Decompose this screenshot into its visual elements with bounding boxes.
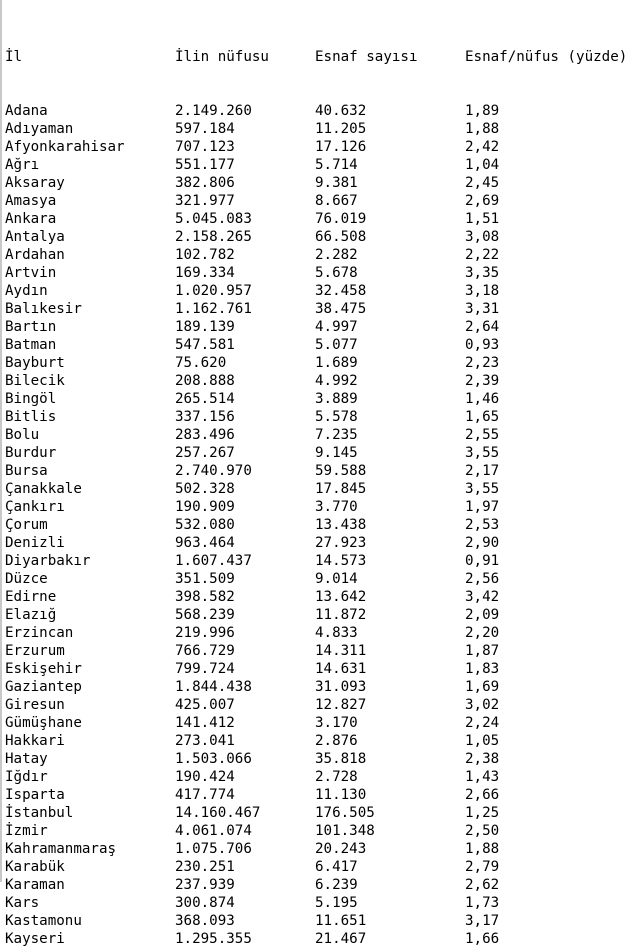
- ratio-percent: 0,93: [465, 337, 500, 353]
- population: 169.334: [175, 265, 235, 281]
- population: 4.061.074: [175, 823, 252, 839]
- table-row: [5, 138, 500, 156]
- province-name: Bayburt: [5, 355, 65, 371]
- ratio-percent: 2,56: [465, 571, 500, 587]
- province-name: Aydın: [5, 283, 48, 299]
- tradesmen-count: 27.923: [315, 535, 367, 551]
- table-row: [5, 336, 500, 354]
- tradesmen-count: 5.678: [315, 265, 358, 281]
- tradesmen-count: 6.239: [315, 877, 358, 893]
- province-name: Kahramanmaraş: [5, 841, 117, 857]
- header-row: [5, 48, 628, 66]
- table-row: [5, 750, 500, 768]
- table-row: [5, 732, 500, 750]
- tradesmen-count: 5.578: [315, 409, 358, 425]
- table-row: [5, 696, 500, 714]
- ratio-percent: 2,38: [465, 751, 500, 767]
- table-row: [5, 930, 500, 948]
- ratio-percent: 1,04: [465, 157, 500, 173]
- province-name: Erzurum: [5, 643, 65, 659]
- tradesmen-count: 4.997: [315, 319, 358, 335]
- table-row: [5, 120, 500, 138]
- ratio-percent: 1,25: [465, 805, 500, 821]
- ratio-percent: 1,87: [465, 643, 500, 659]
- province-name: İstanbul: [5, 805, 74, 821]
- table-row: [5, 894, 500, 912]
- ratio-percent: 1,83: [465, 661, 500, 677]
- province-name: Karaman: [5, 877, 65, 893]
- tradesmen-count: 38.475: [315, 301, 367, 317]
- province-name: Eskişehir: [5, 661, 82, 677]
- table-row: [5, 192, 500, 210]
- tradesmen-count: 2.876: [315, 733, 358, 749]
- tradesmen-count: 59.588: [315, 463, 367, 479]
- province-name: Bolu: [5, 427, 40, 443]
- population: 551.177: [175, 157, 235, 173]
- ratio-percent: 1,05: [465, 733, 500, 749]
- province-name: Adana: [5, 103, 48, 119]
- population: 283.496: [175, 427, 235, 443]
- population: 766.729: [175, 643, 235, 659]
- ratio-percent: 2,09: [465, 607, 500, 623]
- ratio-percent: 2,53: [465, 517, 500, 533]
- population: 425.007: [175, 697, 235, 713]
- tradesmen-count: 9.381: [315, 175, 358, 191]
- population: 190.424: [175, 769, 235, 785]
- province-name: Elazığ: [5, 607, 57, 623]
- population: 208.888: [175, 373, 235, 389]
- population: 219.996: [175, 625, 235, 641]
- population: 799.724: [175, 661, 235, 677]
- tradesmen-count: 14.311: [315, 643, 367, 659]
- table-row: [5, 246, 500, 264]
- tradesmen-count: 13.642: [315, 589, 367, 605]
- province-table: [5, 12, 628, 948]
- province-name: Hakkari: [5, 733, 65, 749]
- tradesmen-count: 21.467: [315, 931, 367, 947]
- province-name: Artvin: [5, 265, 57, 281]
- tradesmen-count: 12.827: [315, 697, 367, 713]
- population: 597.184: [175, 121, 235, 137]
- ratio-percent: 2,23: [465, 355, 500, 371]
- population: 5.045.083: [175, 211, 252, 227]
- population: 382.806: [175, 175, 235, 191]
- ratio-percent: 1,89: [465, 103, 500, 119]
- province-name: Çankırı: [5, 499, 65, 515]
- table-row: [5, 498, 500, 516]
- province-name: İzmir: [5, 823, 48, 839]
- tradesmen-count: 35.818: [315, 751, 367, 767]
- tradesmen-count: 11.651: [315, 913, 367, 929]
- ratio-percent: 1,88: [465, 121, 500, 137]
- population: 273.041: [175, 733, 235, 749]
- province-name: Diyarbakır: [5, 553, 91, 569]
- population: 568.239: [175, 607, 235, 623]
- population: 1.075.706: [175, 841, 252, 857]
- ratio-percent: 2,90: [465, 535, 500, 551]
- province-name: Bilecik: [5, 373, 65, 389]
- ratio-percent: 3,08: [465, 229, 500, 245]
- tradesmen-count: 11.130: [315, 787, 367, 803]
- province-name: Denizli: [5, 535, 65, 551]
- population: 532.080: [175, 517, 235, 533]
- province-name: Bitlis: [5, 409, 57, 425]
- ratio-percent: 1,66: [465, 931, 500, 947]
- table-row: [5, 840, 500, 858]
- tradesmen-count: 17.126: [315, 139, 367, 155]
- table-row: [5, 282, 500, 300]
- ratio-percent: 2,17: [465, 463, 500, 479]
- ratio-percent: 1,88: [465, 841, 500, 857]
- ratio-percent: 3,18: [465, 283, 500, 299]
- population: 2.740.970: [175, 463, 252, 479]
- population: 351.509: [175, 571, 235, 587]
- table-row: [5, 264, 500, 282]
- table-row: [5, 660, 500, 678]
- tradesmen-count: 17.845: [315, 481, 367, 497]
- table-row: [5, 714, 500, 732]
- ratio-percent: 1,69: [465, 679, 500, 695]
- table-row: [5, 102, 500, 120]
- province-name: Edirne: [5, 589, 57, 605]
- table-row: [5, 390, 500, 408]
- population: 141.412: [175, 715, 235, 731]
- population: 2.149.260: [175, 103, 252, 119]
- population: 2.158.265: [175, 229, 252, 245]
- province-name: Amasya: [5, 193, 57, 209]
- tradesmen-count: 9.014: [315, 571, 358, 587]
- ratio-percent: 1,97: [465, 499, 500, 515]
- window-border: [0, 0, 2, 882]
- tradesmen-count: 176.505: [315, 805, 375, 821]
- ratio-percent: 3,55: [465, 481, 500, 497]
- ratio-percent: 2,24: [465, 715, 500, 731]
- table-row: [5, 858, 500, 876]
- province-name: Aksaray: [5, 175, 65, 191]
- ratio-percent: 1,73: [465, 895, 500, 911]
- ratio-percent: 3,17: [465, 913, 500, 929]
- ratio-percent: 2,45: [465, 175, 500, 191]
- province-name: Kars: [5, 895, 40, 911]
- tradesmen-count: 6.417: [315, 859, 358, 875]
- tradesmen-count: 101.348: [315, 823, 375, 839]
- population: 547.581: [175, 337, 235, 353]
- province-name: Bartın: [5, 319, 57, 335]
- table-row: [5, 354, 500, 372]
- ratio-percent: 1,65: [465, 409, 500, 425]
- tradesmen-count: 5.195: [315, 895, 358, 911]
- table-row: [5, 804, 500, 822]
- table-row: [5, 624, 500, 642]
- tradesmen-count: 9.145: [315, 445, 358, 461]
- table-row: [5, 588, 500, 606]
- table-row: [5, 606, 500, 624]
- table-row: [5, 408, 500, 426]
- population: 237.939: [175, 877, 235, 893]
- table-row: [5, 462, 500, 480]
- tradesmen-count: 4.833: [315, 625, 358, 641]
- table-row: [5, 642, 500, 660]
- population: 398.582: [175, 589, 235, 605]
- header-tradesmen-count: Esnaf sayısı: [315, 49, 418, 65]
- ratio-percent: 2,55: [465, 427, 500, 443]
- table-row: [5, 534, 500, 552]
- ratio-percent: 2,69: [465, 193, 500, 209]
- table-row: [5, 372, 500, 390]
- tradesmen-count: 5.714: [315, 157, 358, 173]
- province-name: Kayseri: [5, 931, 65, 947]
- ratio-percent: 2,20: [465, 625, 500, 641]
- table-row: [5, 768, 500, 786]
- tradesmen-count: 11.872: [315, 607, 367, 623]
- ratio-percent: 1,43: [465, 769, 500, 785]
- tradesmen-count: 3.170: [315, 715, 358, 731]
- province-name: Ankara: [5, 211, 57, 227]
- province-name: Çorum: [5, 517, 48, 533]
- table-row: [5, 678, 500, 696]
- population: 707.123: [175, 139, 235, 155]
- province-name: Isparta: [5, 787, 65, 803]
- province-name: Giresun: [5, 697, 65, 713]
- province-name: Çanakkale: [5, 481, 82, 497]
- ratio-percent: 2,22: [465, 247, 500, 263]
- ratio-percent: 1,46: [465, 391, 500, 407]
- population: 300.874: [175, 895, 235, 911]
- table-row: [5, 426, 500, 444]
- tradesmen-count: 7.235: [315, 427, 358, 443]
- tradesmen-count: 4.992: [315, 373, 358, 389]
- tradesmen-count: 40.632: [315, 103, 367, 119]
- tradesmen-count: 8.667: [315, 193, 358, 209]
- table-row: [5, 552, 500, 570]
- province-name: Ardahan: [5, 247, 65, 263]
- header-population: İlin nüfusu: [175, 49, 269, 65]
- tradesmen-count: 2.282: [315, 247, 358, 263]
- ratio-percent: 2,39: [465, 373, 500, 389]
- ratio-percent: 1,51: [465, 211, 500, 227]
- ratio-percent: 2,62: [465, 877, 500, 893]
- tradesmen-count: 20.243: [315, 841, 367, 857]
- table-row: [5, 876, 500, 894]
- population: 102.782: [175, 247, 235, 263]
- tradesmen-count: 31.093: [315, 679, 367, 695]
- province-name: Gümüşhane: [5, 715, 82, 731]
- ratio-percent: 3,42: [465, 589, 500, 605]
- ratio-percent: 2,64: [465, 319, 500, 335]
- population: 337.156: [175, 409, 235, 425]
- population: 417.774: [175, 787, 235, 803]
- table-row: [5, 228, 500, 246]
- province-name: Batman: [5, 337, 57, 353]
- province-name: Afyonkarahisar: [5, 139, 125, 155]
- tradesmen-count: 1.689: [315, 355, 358, 371]
- tradesmen-count: 14.573: [315, 553, 367, 569]
- population: 502.328: [175, 481, 235, 497]
- ratio-percent: 2,50: [465, 823, 500, 839]
- ratio-percent: 3,55: [465, 445, 500, 461]
- table-row: [5, 570, 500, 588]
- population: 368.093: [175, 913, 235, 929]
- table-row: [5, 516, 500, 534]
- tradesmen-count: 3.770: [315, 499, 358, 515]
- tradesmen-count: 14.631: [315, 661, 367, 677]
- header-ratio: Esnaf/nüfus (yüzde): [465, 49, 628, 65]
- province-name: Gaziantep: [5, 679, 82, 695]
- province-name: Bingöl: [5, 391, 57, 407]
- ratio-percent: 3,35: [465, 265, 500, 281]
- population: 1.607.437: [175, 553, 252, 569]
- province-name: Antalya: [5, 229, 65, 245]
- population: 189.139: [175, 319, 235, 335]
- population: 14.160.467: [175, 805, 261, 821]
- province-name: Bursa: [5, 463, 48, 479]
- tradesmen-count: 5.077: [315, 337, 358, 353]
- province-name: Ağrı: [5, 157, 40, 173]
- table-row: [5, 912, 500, 930]
- tradesmen-count: 3.889: [315, 391, 358, 407]
- ratio-percent: 2,42: [465, 139, 500, 155]
- province-name: Kastamonu: [5, 913, 82, 929]
- population: 963.464: [175, 535, 235, 551]
- population: 257.267: [175, 445, 235, 461]
- population: 1.503.066: [175, 751, 252, 767]
- table-row: [5, 210, 500, 228]
- table-row: [5, 174, 500, 192]
- table-row: [5, 822, 500, 840]
- table-row: [5, 300, 500, 318]
- population: 1.020.957: [175, 283, 252, 299]
- province-name: Hatay: [5, 751, 48, 767]
- table-row: [5, 444, 500, 462]
- population: 321.977: [175, 193, 235, 209]
- population: 265.514: [175, 391, 235, 407]
- header-province: İl: [5, 49, 23, 65]
- population: 1.295.355: [175, 931, 252, 947]
- province-name: Adıyaman: [5, 121, 74, 137]
- population: 75.620: [175, 355, 227, 371]
- tradesmen-count: 32.458: [315, 283, 367, 299]
- province-name: Balıkesir: [5, 301, 82, 317]
- province-name: Erzincan: [5, 625, 74, 641]
- tradesmen-count: 11.205: [315, 121, 367, 137]
- tradesmen-count: 2.728: [315, 769, 358, 785]
- ratio-percent: 2,66: [465, 787, 500, 803]
- province-name: Burdur: [5, 445, 57, 461]
- table-row: [5, 318, 500, 336]
- table-row: [5, 480, 500, 498]
- population: 1.844.438: [175, 679, 252, 695]
- ratio-percent: 2,79: [465, 859, 500, 875]
- ratio-percent: 0,91: [465, 553, 500, 569]
- tradesmen-count: 13.438: [315, 517, 367, 533]
- table-row: [5, 156, 500, 174]
- ratio-percent: 3,02: [465, 697, 500, 713]
- province-name: Karabük: [5, 859, 65, 875]
- table-row: [5, 786, 500, 804]
- population: 230.251: [175, 859, 235, 875]
- ratio-percent: 3,31: [465, 301, 500, 317]
- tradesmen-count: 76.019: [315, 211, 367, 227]
- province-name: Iğdır: [5, 769, 48, 785]
- province-name: Düzce: [5, 571, 48, 587]
- population: 190.909: [175, 499, 235, 515]
- tradesmen-count: 66.508: [315, 229, 367, 245]
- population: 1.162.761: [175, 301, 252, 317]
